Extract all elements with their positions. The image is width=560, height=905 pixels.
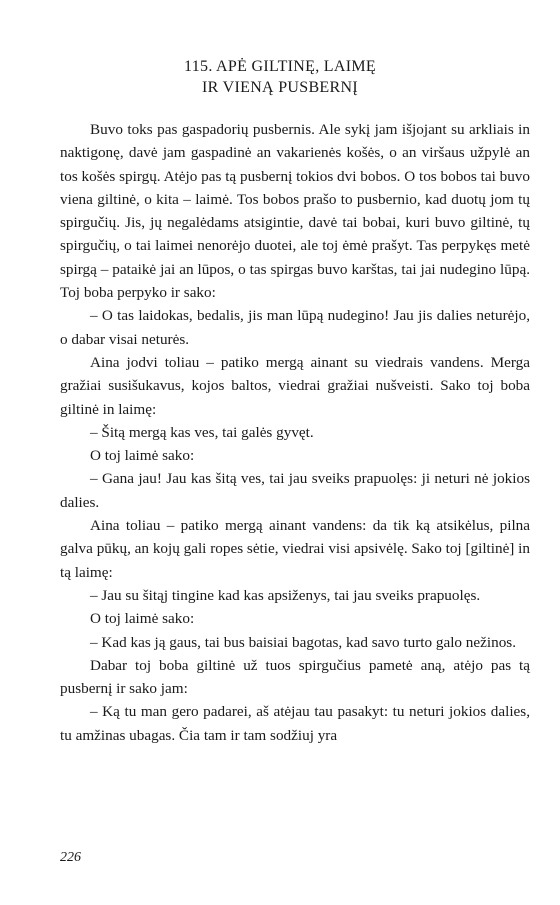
paragraph: – Ką tu man gero padarei, aš atėjau tau pasakyt: tu neturi jokios dalies, tu amžinas ubagas. Čia tam ir tam sodžiuj yra bbox=[60, 703, 530, 744]
paragraph: – Jau su šitąj tingine kad kas apsiženys, tai jau sveiks prapuolęs. bbox=[90, 586, 481, 604]
paragraph: – O tas laidokas, bedalis, jis man lūpą nudegino! Jau jis dalies neturėjo, o dabar visai neturės. bbox=[60, 307, 530, 348]
paragraph: O toj laimė sako: bbox=[90, 610, 195, 628]
paragraph: – Šitą mergą kas ves, tai galės gyvęt. bbox=[90, 423, 314, 441]
paragraph: Buvo toks pas gaspadorių pusbernis. Ale sykį jam išjojant su arkliais in naktigonę, davė jam gaspadinė an vakarienės košės, o an viršaus užpylė an tos košės spirgų. Atėjo pas tą pusbernį tokios dvi bobos. O tos bobos tai buvo viena giltinė, o kita – laimė. Tos bobos prašo to pusbernio, kad duotų jom tų spirgučių. Jis, jų negalėdams atsigintie, davė tai bobai, kuri buvo giltinė, tų spirgučių, o tai laimei nenorėjo duotei, ale toj ėmė prašyt. Tas perpykęs metė spirgą – pataikė jai an lūpos, o tas spirgas buvo karštas, tai jai nudegino lūpą. Toj boba perpyko ir sako: bbox=[60, 121, 530, 302]
paragraph: Aina toliau – patiko mergą ainant vandens: da tik ką atsikėlus, pilna galva pūkų, an kojų gali ropes sėtie, viedrai visi apsivėlę. Sako toj [giltinė] in tą laimę: bbox=[60, 517, 530, 581]
page-number: 226 bbox=[60, 850, 81, 865]
paragraph: Aina jodvi toliau – patiko mergą ainant su viedrais vandens. Merga gražiai susišukavus, kojos baltos, viedrai gražiai nušveisti. Sako toj boba giltinė in laimę: bbox=[60, 353, 530, 418]
story-body bbox=[60, 118, 530, 747]
story-title-line-1: 115. APĖ GILTINĘ, LAIMĘ bbox=[184, 58, 376, 75]
paragraph: O toj laimė sako: bbox=[90, 447, 195, 465]
paragraph: – Gana jau! Jau kas šitą ves, tai jau sveiks prapuolęs: ji neturi nė jokios dalies. bbox=[60, 470, 530, 511]
paragraph: – Kad kas ją gaus, tai bus baisiai bagotas, kad savo turto galo nežinos. bbox=[90, 633, 516, 651]
story-title-line-2: IR VIENĄ PUSBERNĮ bbox=[202, 79, 358, 96]
paragraph: Dabar toj boba giltinė už tuos spirgučius pametė aną, atėjo pas tą pusbernį ir sako jam: bbox=[60, 656, 530, 698]
